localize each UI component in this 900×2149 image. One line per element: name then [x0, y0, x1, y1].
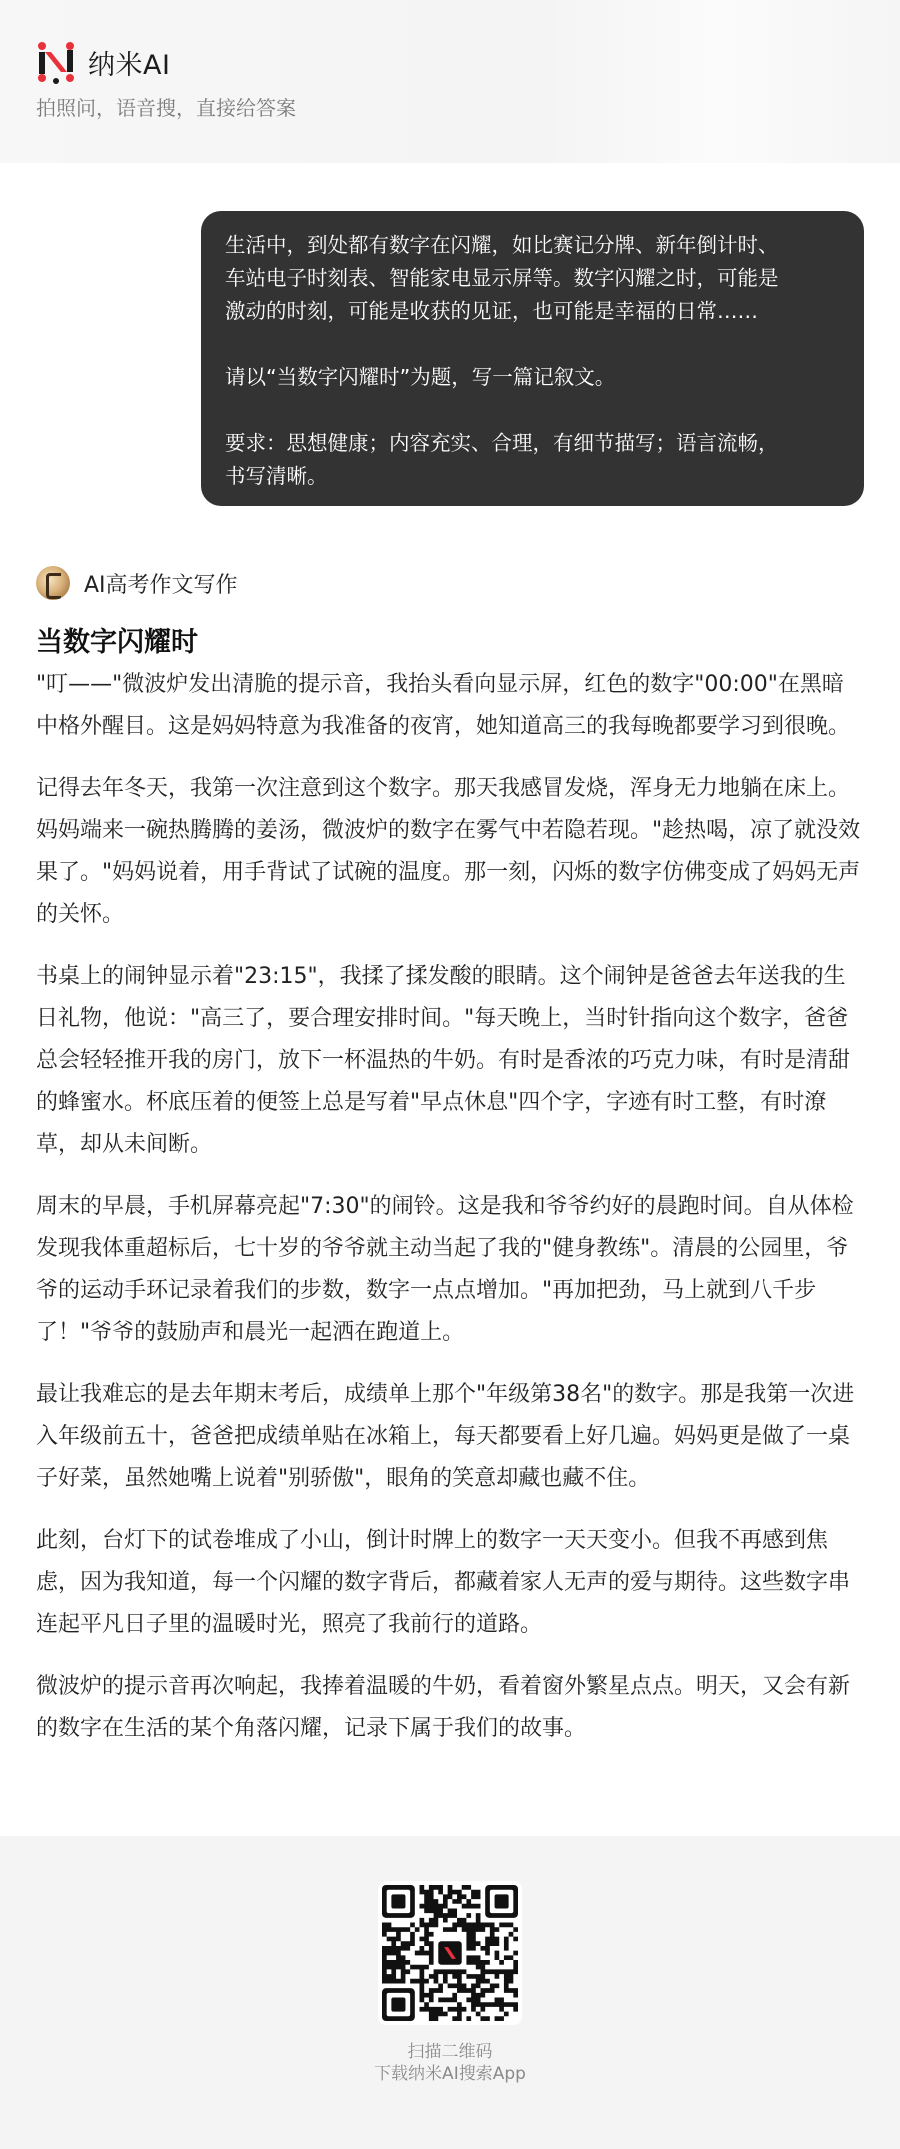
- qr-code-icon[interactable]: [378, 1881, 522, 2025]
- download-footer: [0, 1836, 900, 2149]
- user-message-bubble: [201, 211, 864, 506]
- assistant-avatar-icon: [36, 566, 70, 600]
- essay-paragraph: 微波炉的提示音再次响起，我捧着温暖的牛奶，看着窗外繁星点点。明天，又会有新的数字在生活的某个角落闪耀，记录下属于我们的故事。: [36, 1674, 851, 1741]
- qr-caption-line-1: 扫描二维码: [407, 2042, 493, 2062]
- user-message-paragraph: 生活中，到处都有数字在闪耀，如比赛记分牌、新年倒计时、 车站电子时刻表、智能家电显示屏等。数字闪耀之时，可能是 激动的时刻，可能是收获的见证，也可能是幸福的日常……: [225, 233, 779, 323]
- essay-paragraph: 最让我难忘的是去年期末考后，成绩单上那个"年级第38名"的数字。那是我第一次进入年级前五十，爸爸把成绩单贴在冰箱上，每天都要看上好几遍。妈妈更是做了一桌子好菜，虽然她嘴上说着"别骄傲"，眼角的笑意却藏也藏不住。: [36, 1382, 855, 1491]
- qr-caption-line-2: 下载纳米AI搜索App: [374, 2064, 526, 2084]
- essay-title: 当数字闪耀时: [36, 627, 198, 658]
- essay-paragraph: 书桌上的闹钟显示着"23:15"，我揉了揉发酸的眼睛。这个闹钟是爸爸去年送我的生日礼物，他说："高三了，要合理安排时间。"每天晚上，当时针指向这个数字，爸爸总会轻轻推开我的房门，放下一杯温热的牛奶。有时是香浓的巧克力味，有时是清甜的蜂蜜水。杯底压着的便签上总是写着"早点休息"四个字，字迹有时工整，有时潦草，却从未间断。: [36, 964, 851, 1157]
- essay-paragraph: 此刻，台灯下的试卷堆成了小山，倒计时牌上的数字一天天变小。但我不再感到焦虑，因为我知道，每一个闪耀的数字背后，都藏着家人无声的爱与期待。这些数字串连起平凡日子里的温暖时光，照亮了我前行的道路。: [36, 1528, 851, 1637]
- user-message-paragraph: 请以“当数字闪耀时”为题，写一篇记叙文。: [225, 365, 616, 389]
- nano-ai-logo-icon: [36, 40, 76, 84]
- brand-name: 纳米AI: [88, 49, 171, 81]
- tagline: 拍照问，语音搜，直接给答案: [36, 96, 296, 120]
- qr-code-graphic: [382, 1885, 518, 2021]
- assistant-name: AI高考作文写作: [84, 572, 238, 598]
- app-header: [0, 0, 900, 163]
- assistant-header: [36, 566, 238, 600]
- essay-paragraph: 周末的早晨，手机屏幕亮起"7:30"的闹铃。这是我和爷爷约好的晨跑时间。自从体检发现我体重超标后，七十岁的爷爷就主动当起了我的"健身教练"。清晨的公园里，爷爷的运动手环记录着我们的步数，数字一点点增加。"再加把劲，马上就到八千步了！"爷爷的鼓励声和晨光一起洒在跑道上。: [36, 1194, 854, 1345]
- essay-paragraph: 记得去年冬天，我第一次注意到这个数字。那天我感冒发烧，浑身无力地躺在床上。妈妈端来一碗热腾腾的姜汤，微波炉的数字在雾气中若隐若现。"趁热喝，凉了就没效果了。"妈妈说着，用手背试了试碗的温度。那一刻，闪烁的数字仿佛变成了妈妈无声的关怀。: [36, 776, 861, 927]
- essay-body: [36, 664, 864, 1770]
- brand[interactable]: [36, 40, 170, 84]
- user-message-paragraph: 要求：思想健康；内容充实、合理，有细节描写；语言流畅， 书写清晰。: [225, 431, 779, 488]
- essay-paragraph: "叮——"微波炉发出清脆的提示音，我抬头看向显示屏，红色的数字"00:00"在黑暗中格外醒目。这是妈妈特意为我准备的夜宵，她知道高三的我每晚都要学习到很晚。: [36, 672, 851, 739]
